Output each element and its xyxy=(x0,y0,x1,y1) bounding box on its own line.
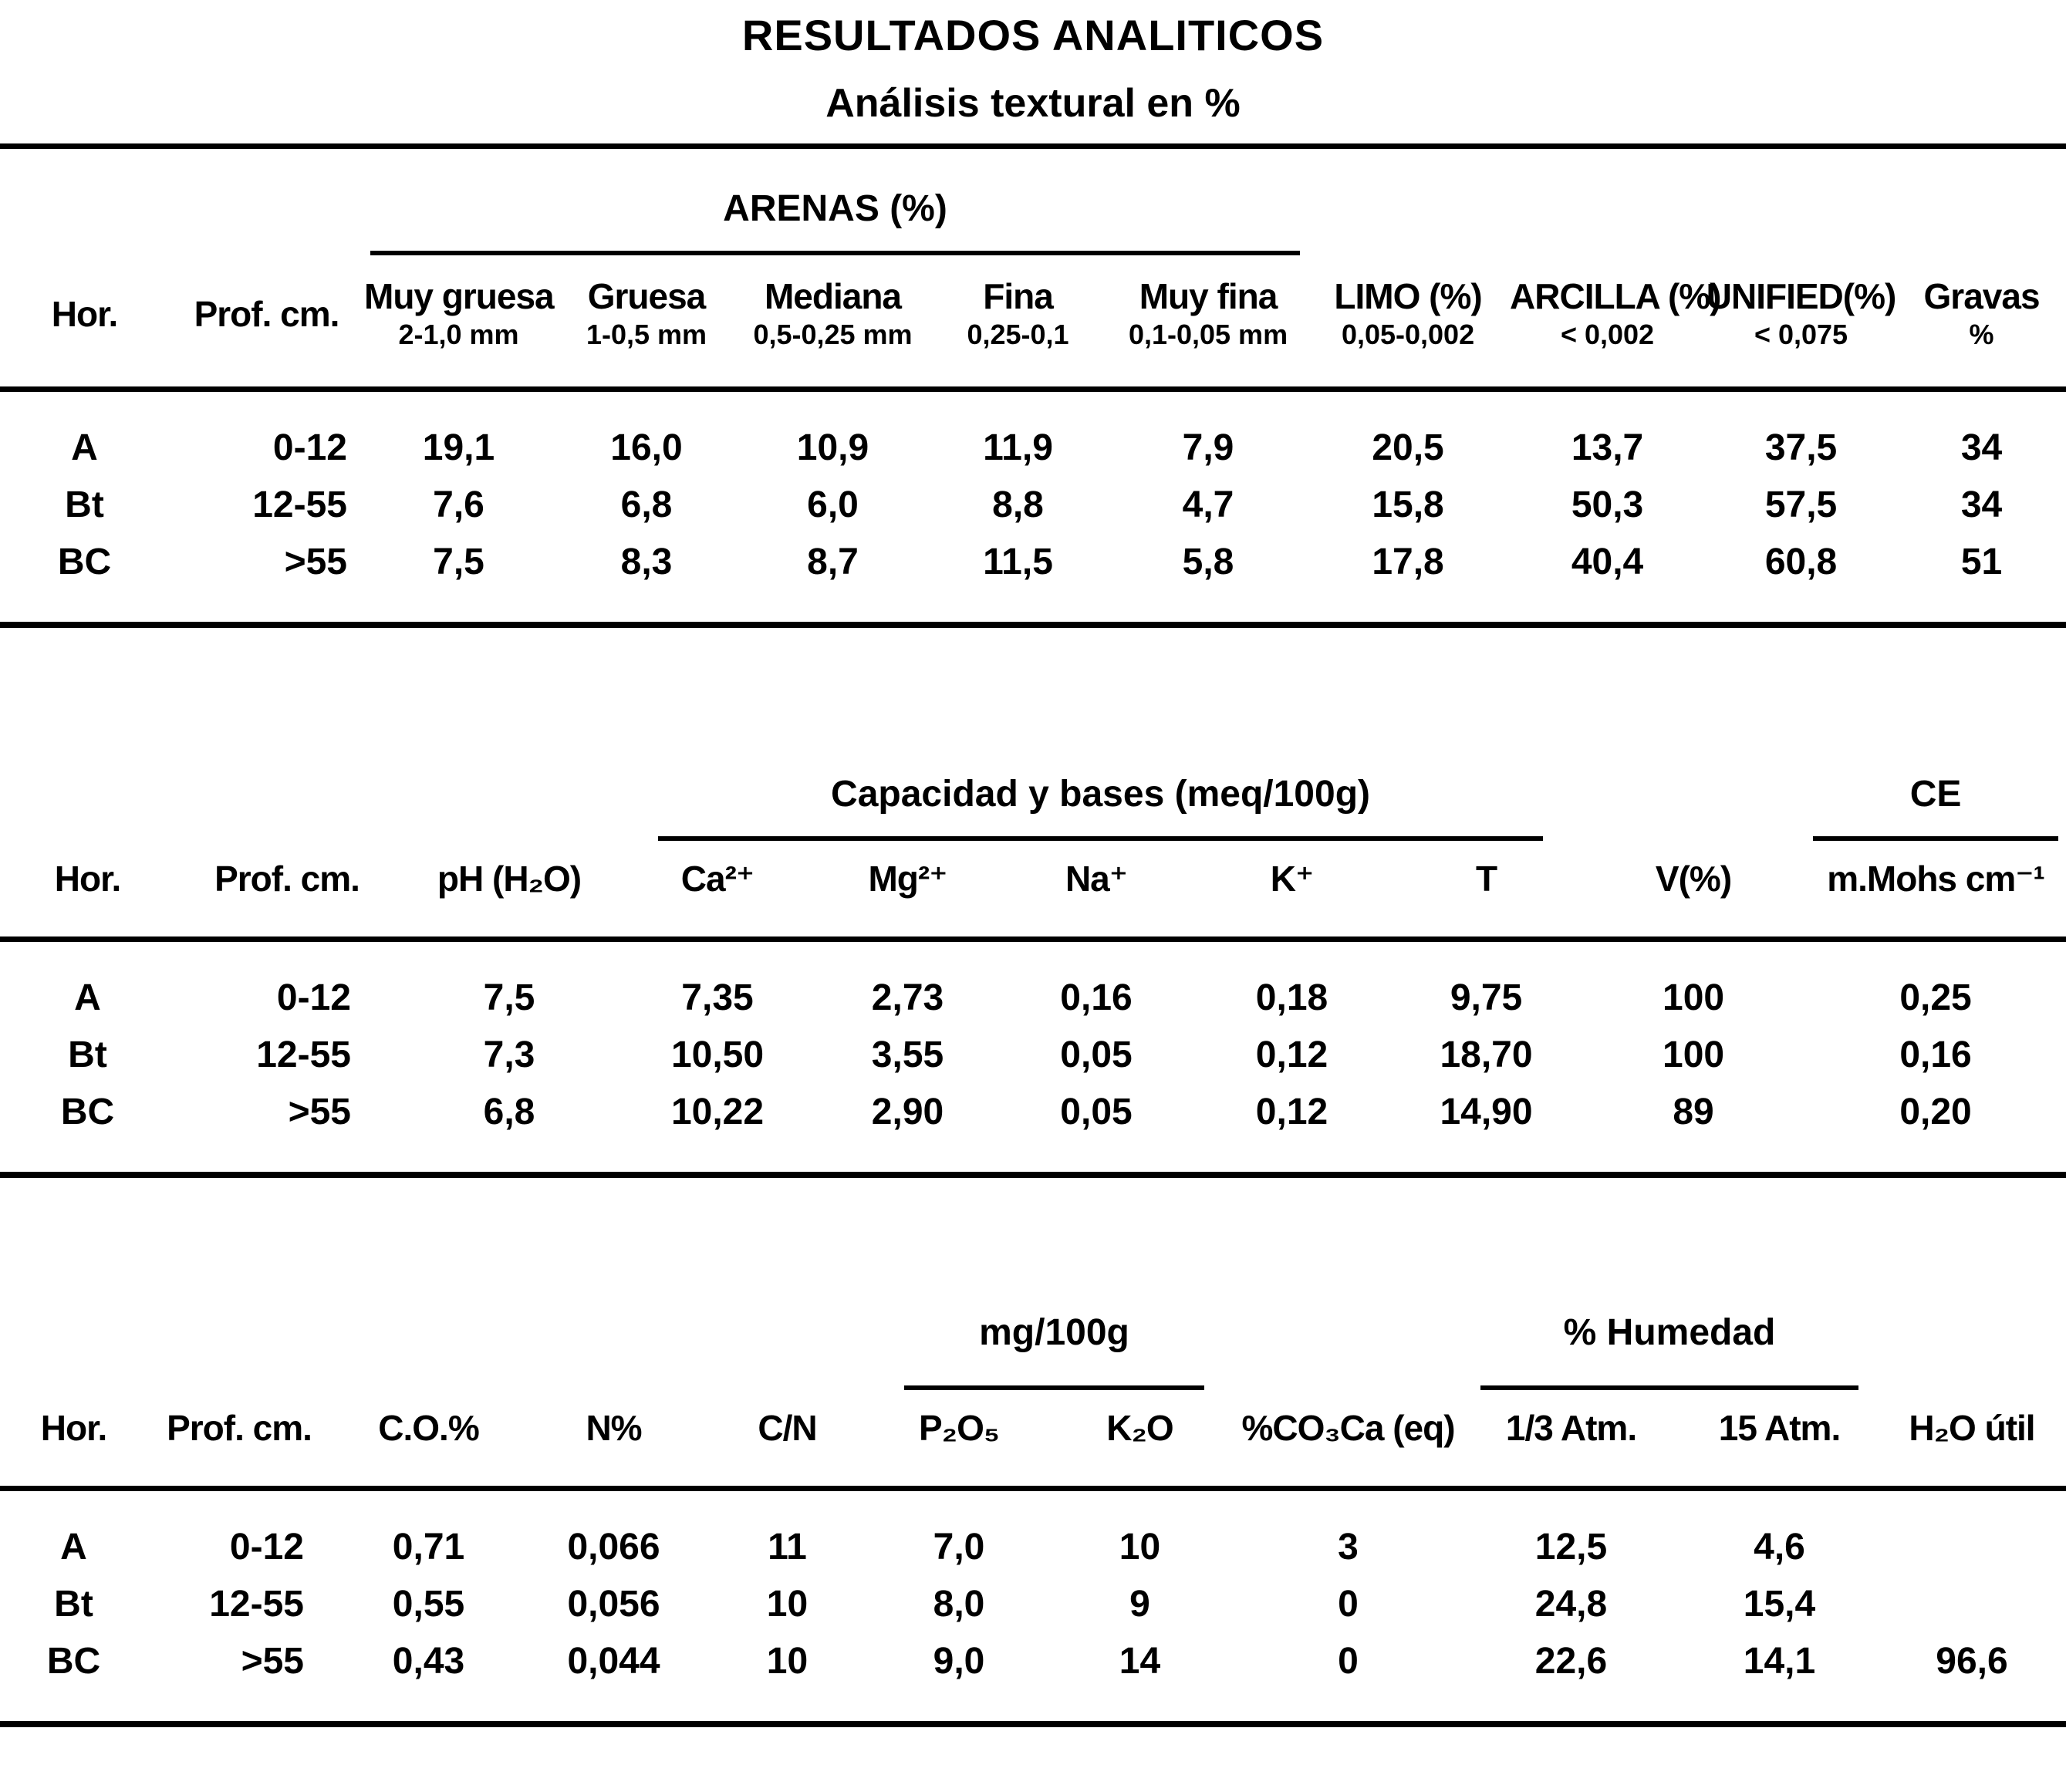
row-label-cell: BC xyxy=(46,1641,101,1682)
table-row-bt xyxy=(0,1576,2066,1633)
column-header-sublabel: < 0,002 xyxy=(1560,319,1655,350)
data-cell: 0,044 xyxy=(567,1641,660,1682)
data-cell: 7,35 xyxy=(681,977,754,1018)
data-cell: 100 xyxy=(1663,977,1725,1018)
data-cell: 57,5 xyxy=(1764,484,1838,525)
column-header-label: Gravas xyxy=(1923,276,2040,316)
data-cell: 0,05 xyxy=(1060,1034,1133,1075)
column-header-sublabel: 0,5-0,25 mm xyxy=(753,319,913,350)
data-cell: 8,7 xyxy=(807,542,859,582)
column-header-sublabel: 0,05-0,002 xyxy=(1341,319,1475,350)
column-group-label: mg/100g xyxy=(979,1312,1129,1353)
data-cell: 11 xyxy=(768,1527,807,1568)
data-cell: 89 xyxy=(1673,1092,1714,1132)
column-header-label: Gruesa xyxy=(587,276,706,316)
data-cell: 0,55 xyxy=(392,1584,465,1625)
column-group-mg-100g xyxy=(873,1286,1235,1390)
data-cell: 2,90 xyxy=(871,1092,944,1132)
row-label-cell: A xyxy=(71,427,98,468)
data-cell: 3 xyxy=(1338,1527,1359,1568)
data-cell: >55 xyxy=(284,542,347,582)
column-group-label: ARENAS (%) xyxy=(723,188,947,229)
column-group-label: CE xyxy=(1909,774,1962,815)
column-header-label: Muy fina xyxy=(1139,276,1278,316)
column-header-label: N% xyxy=(586,1408,642,1448)
column-header-h-o-til xyxy=(1878,1390,2066,1489)
data-cell: 9,75 xyxy=(1450,977,1523,1018)
data-cell: 18,70 xyxy=(1440,1034,1533,1075)
data-cell: 51 xyxy=(1960,542,2003,582)
column-header-label: Mg²⁺ xyxy=(868,859,947,899)
column-group-row xyxy=(0,147,2066,256)
document-header xyxy=(0,0,2066,127)
column-header-prof-cm xyxy=(169,255,364,390)
data-cell: 0,056 xyxy=(567,1584,660,1625)
data-cell: 12-55 xyxy=(252,484,347,525)
data-cell: 15,8 xyxy=(1372,484,1444,525)
column-header-gravas xyxy=(1897,255,2066,390)
data-cell: 0-12 xyxy=(272,427,347,468)
column-group-humedad xyxy=(1461,1286,1878,1390)
column-group-underline xyxy=(1480,1311,1858,1390)
data-cell: 20,5 xyxy=(1372,427,1444,468)
column-header-label: Fina xyxy=(983,276,1053,316)
table-body xyxy=(0,1489,2066,1725)
column-group-row xyxy=(0,744,2066,841)
column-header-p-o xyxy=(873,1390,1045,1489)
table-row-bc xyxy=(0,534,2066,625)
column-header-label: Hor. xyxy=(54,859,121,899)
data-cell: 22,6 xyxy=(1534,1641,1608,1682)
data-cell: >55 xyxy=(288,1092,351,1132)
column-header-sublabel: 0,1-0,05 mm xyxy=(1128,319,1288,350)
data-cell: 4,6 xyxy=(1754,1527,1805,1568)
column-header-label: K₂O xyxy=(1106,1408,1173,1448)
column-header-sublabel: 1-0,5 mm xyxy=(586,319,707,350)
column-header-label: P₂O₅ xyxy=(919,1408,999,1448)
group-spacer xyxy=(0,1286,873,1390)
page-subtitle: Análisis textural en % xyxy=(825,81,1241,126)
column-header-sublabel: < 0,075 xyxy=(1754,319,1848,350)
data-cell: 0,71 xyxy=(392,1527,465,1568)
column-header-prof-cm xyxy=(175,841,399,940)
textural-analysis-table xyxy=(0,143,2066,628)
column-header-c-n xyxy=(701,1390,873,1489)
data-cell: 10 xyxy=(766,1641,809,1682)
column-header-label: K⁺ xyxy=(1270,859,1314,899)
column-header-row xyxy=(0,841,2066,940)
data-cell: 6,8 xyxy=(483,1092,535,1132)
data-cell: 7,5 xyxy=(483,977,535,1018)
column-header-k xyxy=(1193,841,1391,940)
data-cell: 5,8 xyxy=(1182,542,1234,582)
data-cell: 37,5 xyxy=(1764,427,1838,468)
data-cell: 0,25 xyxy=(1899,977,1972,1018)
column-header-sublabel: 0,25-0,1 xyxy=(967,319,1069,350)
data-cell: 13,7 xyxy=(1571,427,1644,468)
column-header-label: Muy gruesa xyxy=(364,276,554,316)
column-header-sublabel: % xyxy=(1969,319,1994,350)
column-header-co-ca-eq xyxy=(1235,1390,1461,1489)
data-cell: 12-55 xyxy=(256,1034,351,1075)
column-group-label: % Humedad xyxy=(1563,1312,1776,1353)
page-title: RESULTADOS ANALITICOS xyxy=(741,11,1325,59)
column-header-ca xyxy=(619,841,815,940)
data-cell: 9,0 xyxy=(933,1641,985,1682)
data-cell: 4,7 xyxy=(1182,484,1234,525)
data-cell: 10,9 xyxy=(796,427,869,468)
column-header-label: Hor. xyxy=(40,1408,107,1448)
data-cell: 0,12 xyxy=(1255,1092,1328,1132)
group-spacer xyxy=(1878,1286,2066,1390)
data-cell: 10,22 xyxy=(670,1092,765,1132)
data-cell: 12,5 xyxy=(1534,1527,1608,1568)
data-cell: 8,3 xyxy=(620,542,673,582)
column-header-label: LIMO (%) xyxy=(1334,276,1482,316)
column-header-muy-gruesa xyxy=(364,255,553,390)
column-group-arenas xyxy=(364,147,1306,256)
data-cell: 100 xyxy=(1663,1034,1725,1075)
data-cell: 14,90 xyxy=(1440,1092,1533,1132)
capacity-and-bases-table xyxy=(0,744,2066,1178)
column-header-label: Mediana xyxy=(764,276,902,316)
column-group-row xyxy=(0,1286,2066,1390)
table-row-bt xyxy=(0,1027,2066,1084)
data-cell: 11,5 xyxy=(983,542,1053,582)
table-row-bc xyxy=(0,1633,2066,1724)
column-header-hor xyxy=(0,841,175,940)
group-spacer xyxy=(1306,147,2066,256)
column-header-label: Prof. cm. xyxy=(194,294,339,334)
column-header-label: C.O.% xyxy=(378,1408,479,1448)
data-cell: 40,4 xyxy=(1571,542,1644,582)
data-cell: 19,1 xyxy=(422,427,495,468)
group-spacer xyxy=(0,744,619,841)
data-cell: 0,16 xyxy=(1060,977,1133,1018)
column-header-limo xyxy=(1306,255,1510,390)
column-header-v xyxy=(1582,841,1805,940)
column-header-unified xyxy=(1705,255,1897,390)
group-spacer xyxy=(1582,744,1805,841)
column-header-label: V(%) xyxy=(1655,859,1732,899)
column-header-label: Ca²⁺ xyxy=(680,859,754,899)
column-header-label: C/N xyxy=(758,1408,817,1448)
data-cell: 14,1 xyxy=(1743,1641,1816,1682)
data-cell: 10,50 xyxy=(670,1034,765,1075)
data-cell: 8,0 xyxy=(933,1584,985,1625)
data-cell: 7,6 xyxy=(433,484,484,525)
data-cell: 11,9 xyxy=(983,427,1053,468)
data-cell: 0-12 xyxy=(276,977,351,1018)
data-cell: 0,16 xyxy=(1899,1034,1972,1075)
column-header-fina xyxy=(926,255,1110,390)
column-header-1-3-atm xyxy=(1461,1390,1681,1489)
data-cell: 50,3 xyxy=(1571,484,1644,525)
column-group-underline xyxy=(370,187,1300,255)
column-header-label: pH (H₂O) xyxy=(437,859,582,899)
column-group-ce xyxy=(1805,744,2066,841)
data-cell: 10 xyxy=(766,1584,809,1625)
column-header-gruesa xyxy=(553,255,740,390)
column-header-k-o xyxy=(1045,1390,1235,1489)
data-cell: 17,8 xyxy=(1372,542,1444,582)
data-cell: 15,4 xyxy=(1743,1584,1816,1625)
group-spacer xyxy=(0,147,364,256)
data-cell: 0-12 xyxy=(229,1527,304,1568)
column-header-hor xyxy=(0,1390,147,1489)
data-cell xyxy=(1878,1576,2066,1633)
column-header-label: 1/3 Atm. xyxy=(1505,1408,1637,1448)
column-group-underline xyxy=(1813,773,2058,841)
column-group-underline xyxy=(904,1311,1204,1390)
data-cell: 3,55 xyxy=(871,1034,944,1075)
data-cell: 34 xyxy=(1960,427,2003,468)
column-header-label: UNIFIED(%) xyxy=(1706,276,1896,316)
column-header-label: H₂O útil xyxy=(1909,1408,2035,1448)
data-cell: 6,0 xyxy=(807,484,859,525)
row-label-cell: BC xyxy=(57,542,112,582)
data-cell: 7,9 xyxy=(1182,427,1234,468)
data-cell: 0,066 xyxy=(567,1527,660,1568)
column-header-n xyxy=(526,1390,701,1489)
data-cell: 2,73 xyxy=(871,977,944,1018)
row-label-cell: A xyxy=(60,1527,87,1568)
data-cell: 10 xyxy=(1119,1527,1161,1568)
column-header-label: Hor. xyxy=(51,294,118,334)
column-header-label: T xyxy=(1475,859,1497,899)
group-spacer xyxy=(1235,1286,1461,1390)
row-label-cell: BC xyxy=(60,1092,115,1132)
column-header-label: Na⁺ xyxy=(1065,859,1128,899)
column-header-sublabel: 2-1,0 mm xyxy=(398,319,519,350)
data-cell: 0 xyxy=(1338,1584,1359,1625)
data-cell: 16,0 xyxy=(610,427,683,468)
column-header-label: 15 Atm. xyxy=(1718,1408,1841,1448)
data-cell: 14 xyxy=(1119,1641,1161,1682)
column-header-t xyxy=(1391,841,1582,940)
data-cell: 0,43 xyxy=(392,1641,465,1682)
row-label-cell: Bt xyxy=(68,1034,107,1075)
column-group-underline xyxy=(658,773,1543,841)
data-cell: >55 xyxy=(241,1641,304,1682)
data-cell: 9 xyxy=(1129,1584,1150,1625)
column-group-label: Capacidad y bases (meq/100g) xyxy=(831,774,1370,815)
data-cell: 7,0 xyxy=(933,1527,985,1568)
table-body xyxy=(0,390,2066,626)
row-label-cell: Bt xyxy=(54,1584,93,1625)
column-header-mg xyxy=(815,841,1000,940)
data-cell: 96,6 xyxy=(1936,1641,2008,1682)
column-header-mediana xyxy=(740,255,926,390)
column-header-prof-cm xyxy=(147,1390,331,1489)
column-header-label: %CO₃Ca (eq) xyxy=(1241,1408,1455,1448)
data-cell: 24,8 xyxy=(1534,1584,1608,1625)
data-cell: 34 xyxy=(1960,484,2003,525)
column-header-label: m.Mohs cm⁻¹ xyxy=(1827,859,2044,899)
table-row-a xyxy=(0,390,2066,478)
data-cell: 8,8 xyxy=(992,484,1044,525)
table-body xyxy=(0,940,2066,1176)
column-group-capacidad-y-bases-meq-100g xyxy=(619,744,1582,841)
chemical-and-moisture-table xyxy=(0,1286,2066,1727)
table-row-a xyxy=(0,1489,2066,1577)
row-label-cell: A xyxy=(74,977,101,1018)
data-cell: 0,18 xyxy=(1255,977,1328,1018)
column-header-ph-h-o xyxy=(399,841,619,940)
data-cell: 0,05 xyxy=(1060,1092,1133,1132)
column-header-na xyxy=(1000,841,1193,940)
data-cell: 7,3 xyxy=(483,1034,535,1075)
data-cell: 7,5 xyxy=(433,542,484,582)
data-cell: 0 xyxy=(1338,1641,1359,1682)
row-label-cell: Bt xyxy=(65,484,104,525)
column-header-row xyxy=(0,1390,2066,1489)
table-row-bt xyxy=(0,477,2066,534)
table-row-bc xyxy=(0,1084,2066,1175)
data-cell: 0,12 xyxy=(1255,1034,1328,1075)
data-cell: 12-55 xyxy=(209,1584,304,1625)
column-header-muy-fina xyxy=(1110,255,1306,390)
column-header-label: Prof. cm. xyxy=(167,1408,312,1448)
column-header-arcilla xyxy=(1510,255,1721,390)
column-header-c-o xyxy=(331,1390,526,1489)
column-header-hor xyxy=(0,255,169,390)
data-cell xyxy=(1878,1489,2066,1577)
data-cell: 6,8 xyxy=(620,484,673,525)
data-cell: 0,20 xyxy=(1899,1092,1972,1132)
column-header-row xyxy=(0,255,2066,390)
data-cell: 60,8 xyxy=(1764,542,1838,582)
column-header-15-atm xyxy=(1681,1390,1878,1489)
column-header-m-mohs-cm xyxy=(1805,841,2066,940)
column-header-label: Prof. cm. xyxy=(214,859,360,899)
table-row-a xyxy=(0,940,2066,1028)
column-header-label: ARCILLA (%) xyxy=(1510,276,1721,316)
